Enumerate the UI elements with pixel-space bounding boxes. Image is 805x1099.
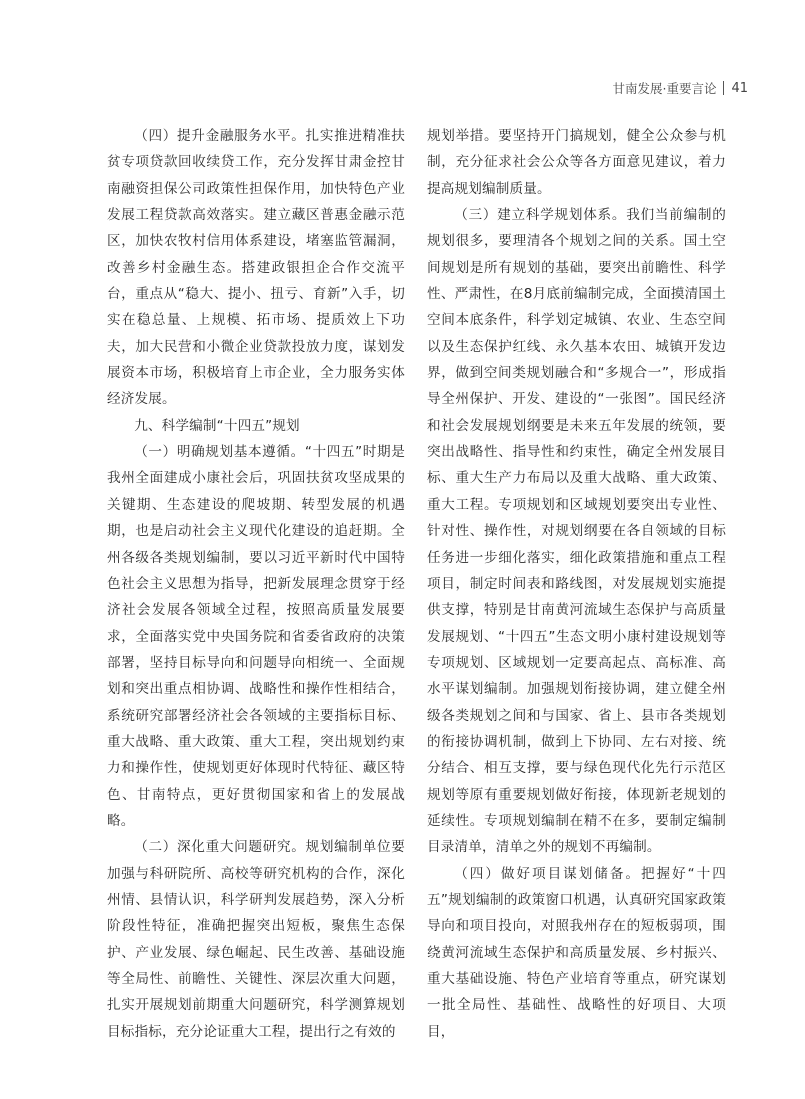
paragraph-continuation: 规划举措。要坚持开门搞规划，健全公众参与机制，充分征求社会公众等各方面意见建议，着力提高规划编制质量。 bbox=[427, 128, 726, 197]
header-title: 甘南发展·重要言论 bbox=[612, 81, 717, 96]
paragraph-finance-services: （四）提升金融服务水平。扎实推进精准扶贫专项贷款回收续贷工作，充分发挥甘肃金控甘南融资担保公司政策性担保作用，加快特色产业发展工程贷款高效落实。建立藏区普惠金融示范区，加快农牧村信用体系建设，堵塞监管漏洞，改善乡村金融生态。搭建政银担企合作交流平台，重点从“稳大、提小、扭亏、育新”入手，切实在稳总量、上规模、拓市场、提质效上下功夫，加大民营和小微企业贷款投放力度，谋划发展资本市场，积极培育上市企业，全力服务实体经济发展。 bbox=[107, 128, 405, 408]
paragraph-major-issue-research: （二）深化重大问题研究。规划编制单位要加强与科研院所、高校等研究机构的合作，深化州情、县情认识，科学研判发展趋势，深入分析阶段性特征，准确把握突出短板，聚焦生态保护、产业发展、绿色崛起、民生改善、基础设施等全局性、前瞻性、关键性、深层次重大问题，扎实开展规划前期重大问题研究，科学测算规划目标指标，充分论证重大工程，提出行之有效的 bbox=[107, 839, 405, 1040]
section-heading-14th-five-year-plan: 九、科学编制“十四五”规划 bbox=[134, 417, 300, 434]
paragraph-project-reserve: （四）做好项目谋划储备。把握好“十四五”规划编制的政策窗口机遇，认真研究国家政策导向和项目投向，对照我州存在的短板弱项，围绕黄河流域生态保护和高质量发展、乡村振兴、重大基础设施、特色产业培育等重点，研究谋划一批全局性、基础性、战略性的好项目、大项目， bbox=[427, 865, 726, 1040]
page-number: 41 bbox=[731, 80, 748, 96]
left-column bbox=[107, 123, 405, 1045]
right-column bbox=[427, 123, 726, 1045]
paragraph-planning-system: （三）建立科学规划体系。我们当前编制的规划很多，要理清各个规划之间的关系。国土空间规划是所有规划的基础，要突出前瞻性、科学性、严肃性，在8月底前编制完成，全面摸清国土空间本底条件，科学划定城镇、农业、生态空间以及生态保护红线、永久基本农田、城镇开发边界，做到空间类规划融合和“多规合一”，形成指导全州保护、开发、建设的“一张图”。国民经济和社会发展规划纲要是未来五年发展的统领，要突出战略性、指导性和约束性，确定全州发展目标、重大生产力布局以及重大战略、重大政策、重大工程。专项规划和区域规划要突出专业性、针对性、操作性，对规划纲要在各自领域的目标任务进一步细化落实，细化政策措施和重点工程项目，制定时间表和路线图，对发展规划实施提供支撑，特别是甘南黄河流域生态保护与高质量发展规划、“十四五”生态文明小康村建设规划等专项规划、区域规划一定要高起点、高标准、高水平谋划编制。加强规划衔接协调，建立健全州级各类规划之间和与国家、省上、县市各类规划的衔接协调机制，做到上下协同、左右对接、统分结合、相互支撑，要与绿色现代化先行示范区规划等原有重要规划做好衔接，体现新老规划的延续性。专项规划编制在精不在多，要制定编制目录清单，清单之外的规划不再编制。 bbox=[427, 207, 726, 856]
paragraph-planning-principles: （一）明确规划基本遵循。“十四五”时期是我州全面建成小康社会后，巩固扶贫攻坚成果的关键期、生态建设的爬坡期、转型发展的机遇期，也是启动社会主义现代化建设的追赶期。全州各级各类规划编制，要以习近平新时代中国特色社会主义思想为指导，把新发展理念贯穿于经济社会发展各领域全过程，按照高质量发展要求，全面落实党中央国务院和省委省政府的决策部署，坚持目标导向和问题导向相统一、全面规划和突出重点相协调、战略性和操作性相结合，系统研究部署经济社会各领域的主要指标目标、重大战略、重大政策、重大工程，突出规划约束力和操作性，使规划更好体现时代特征、藏区特色、甘南特点，更好贯彻国家和省上的发展战略。 bbox=[107, 444, 405, 829]
page-header bbox=[612, 79, 748, 97]
header-divider bbox=[723, 81, 724, 95]
